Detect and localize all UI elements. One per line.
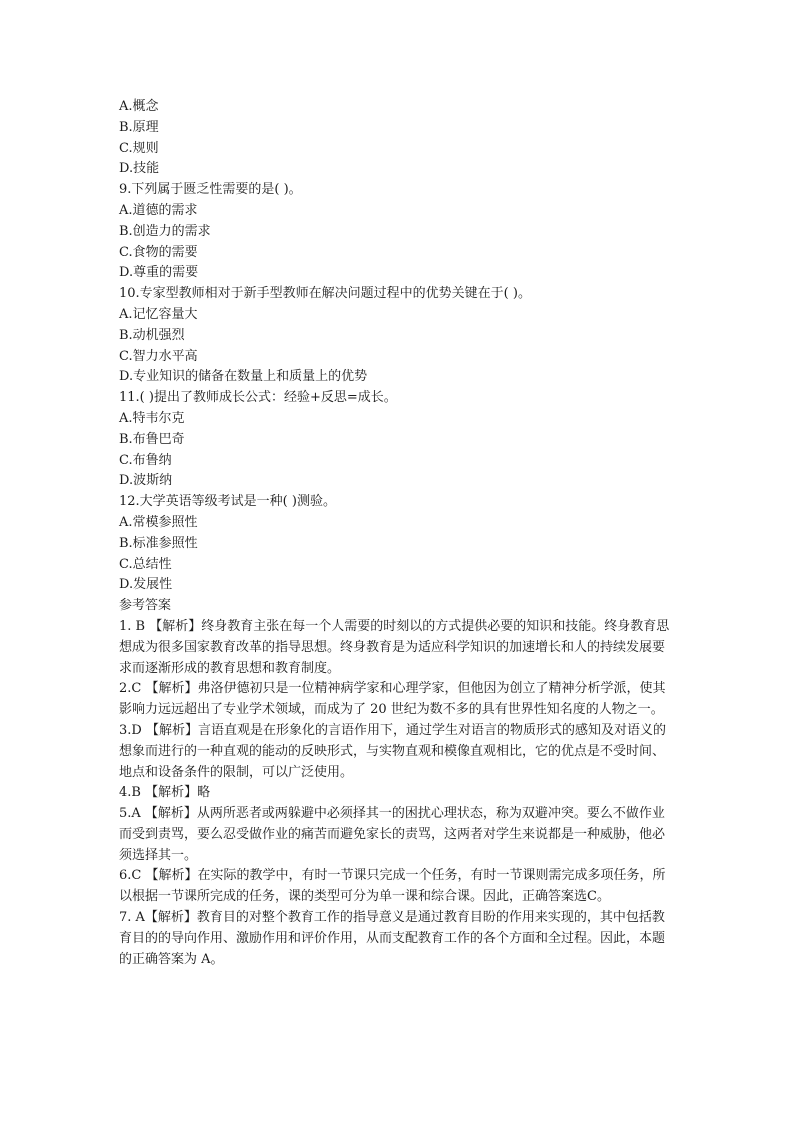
q9-option-a: A.道德的需求 [119,202,198,218]
q10-stem: 10.专家型教师相对于新手型教师在解决问题过程中的优势关键在于( )。 [119,286,531,302]
answer-3: 3.D 【解析】言语直观是在形象化的言语作用下，通过学生对语言的物质形式的感知及对语义的想象而进行的一种直观的能动的反映形式，与实物直观和模像直观相比，它的优点是不受时间、地点和设备条件的限制，可以广泛使用。 [119,722,666,780]
q8-option-b: B.原理 [119,119,159,135]
q12-option-d: D.发展性 [119,577,173,593]
q9-option-d: D.尊重的需要 [119,265,199,281]
q12-option-a: A.常模参照性 [119,514,198,530]
q12-option-c: C.总结性 [119,556,172,572]
q10-option-b: B.动机强烈 [119,327,185,343]
answer-5: 5.A 【解析】从两所恶者或两躲避中必须择其一的困扰心理状态，称为双避冲突。要么不做作业而受到责骂，要么忍受做作业的痛苦而避免家长的责骂，这两者对学生来说都是一种威胁，他必须选择其一。 [119,806,666,863]
q12-stem: 12.大学英语等级考试是一种( )测验。 [119,494,336,510]
answers-heading: 参考答案 [119,598,172,614]
q12-option-b: B.标准参照性 [119,535,198,551]
q11-option-b: B.布鲁巴奇 [119,431,185,447]
document-page [119,97,677,970]
q8-option-a: A.概念 [119,99,159,114]
q9-option-c: C.食物的需要 [119,244,198,260]
answer-1: 1. B 【解析】终身教育主张在每一个人需要的时刻以的方式提供必要的知识和技能。终身教育思想成为很多国家教育改革的指导思想。终身教育是为适应科学知识的加速增长和人的持续发展要求而逐渐形成的教育思想和教育制度。 [119,618,670,676]
q11-option-c: C.布鲁纳 [119,452,172,468]
answer-7: 7. A【解析】教育目的对整个教育工作的指导意义是通过教育目盼的作用来实现的，其中包括教育目的的导向作用、激励作用和评价作用，从而支配教育工作的各个方面和全过程。因此，本题的正确答案为 A。 [119,910,666,967]
q10-option-d: D.专业知识的储备在数量上和质量上的优势 [119,369,368,385]
answer-4: 4.B 【解析】略 [119,785,211,801]
q8-option-d: D.技能 [119,161,160,177]
q9-option-b: B.创造力的需求 [119,223,211,239]
q11-stem: 11.( )提出了教师成长公式：经验+反思=成长。 [119,390,397,406]
q10-option-a: A.记忆容量大 [119,306,198,322]
answer-6: 6.C 【解析】在实际的教学中，有时一节课只完成一个任务，有时一节课则需完成多项任务，所以根据一节课所完成的任务，课的类型可分为单一课和综合课。因此，正确答案选C。 [119,868,666,905]
q11-option-d: D.波斯纳 [119,473,173,489]
q11-option-a: A.特韦尔克 [119,410,185,426]
answer-2: 2.C 【解析】弗洛伊德初只是一位精神病学家和心理学家，但他因为创立了精神分析学派，使其影响力远远超出了专业学术领域，而成为了 20 世纪为数不多的具有世界性知名度的人物之一。 [119,681,666,718]
q9-stem: 9.下列属于匮乏性需要的是( )。 [119,182,302,198]
q8-option-c: C.规则 [119,140,159,156]
q10-option-c: C.智力水平高 [119,348,198,364]
